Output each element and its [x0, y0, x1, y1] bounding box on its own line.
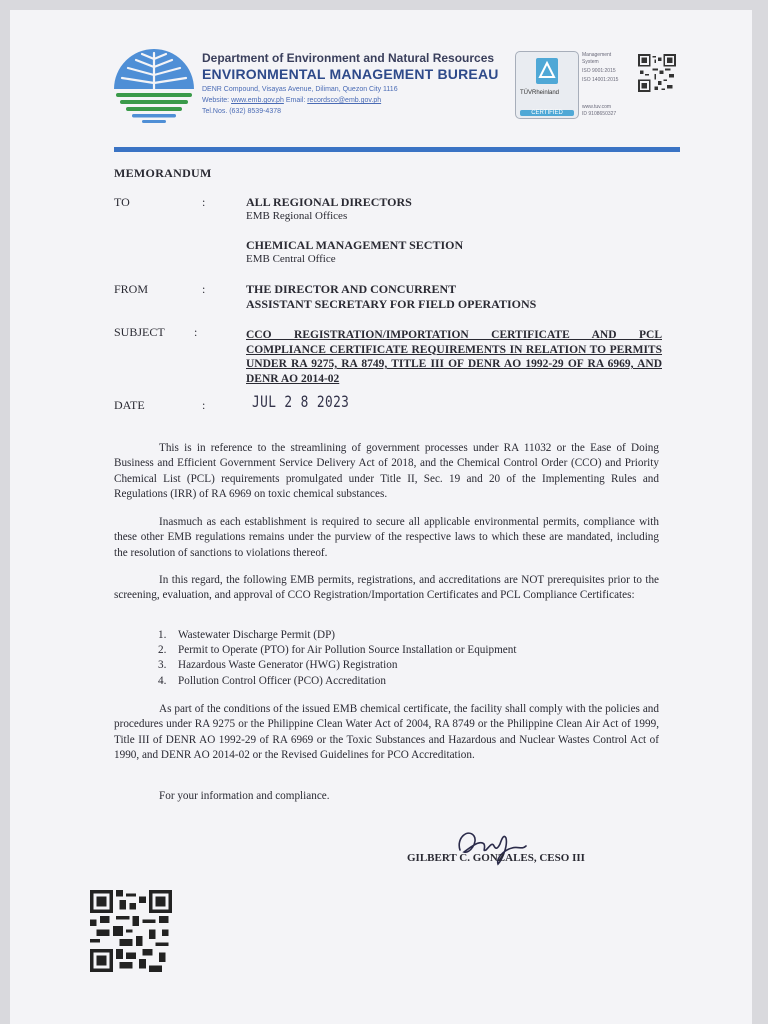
telephone-numbers: Tel.Nos. (632) 8539-4378 [202, 108, 281, 115]
from-line: THE DIRECTOR AND CONCURRENT [246, 282, 457, 296]
body-paragraph-4: As part of the conditions of the issued EMB chemical certificate, the facility shall comply with the policies and procedures under RA 9275 or the Philippine Clean Water Act of 2004, RA 8749 or the Philippine Clean Air Act of 1999, Title III of DENR AO 1992-29 of RA 6969 or the Toxic Substances and Hazardous and Nuclear Wastes Control Act of 1990, and DENR AO 2014-02 or the Revised Guidelines for PCO Accreditation. [114, 703, 659, 762]
bureau-name: ENVIRONMENTAL MANAGEMENT BUREAU [202, 66, 499, 82]
triangle-icon [536, 58, 558, 84]
website-label: Website: [202, 97, 230, 104]
cert-info-line: ID 9108650327 [582, 111, 617, 117]
qr-code-icon [90, 890, 172, 972]
website-link[interactable]: www.emb.gov.ph [231, 97, 284, 104]
to-recipient-office: EMB Regional Offices [246, 210, 348, 222]
memo-heading: MEMORANDUM [114, 166, 212, 180]
cert-info-line: Management [582, 52, 612, 58]
email-link[interactable]: recordsco@emb.gov.ph [307, 97, 382, 104]
list-item: 2. Permit to Operate (PTO) for Air Pollution Source Installation or Equipment [158, 644, 517, 657]
from-label: FROM [114, 282, 149, 296]
body-paragraph-3: In this regard, the following EMB permits, registrations, and accreditations are NOT prerequisites prior to the screening, evaluation, and approval of CCO Registration/Importation Certificates and PCL Compliance Certificates: [114, 574, 659, 602]
cert-info-line: ISO 9001:2015 [582, 68, 616, 74]
body-paragraph-2: Inasmuch as each establishment is required to secure all applicable environmental permits, compliance with these other EMB regulations remains under the purview of the respective laws to which these are mandated, including the resolution of sanctions to violations thereof. [114, 516, 659, 559]
department-name: Department of Environment and Natural Resources [202, 51, 495, 65]
list-item: 3. Hazardous Waste Generator (HWG) Registration [158, 659, 398, 672]
email-label: Email: [285, 97, 306, 104]
list-item: 1. Wastewater Discharge Permit (DP) [158, 629, 336, 641]
cert-info-line: System [582, 59, 599, 65]
subject-colon: : [194, 325, 198, 339]
date-label: DATE [114, 398, 145, 412]
contact-line [202, 97, 381, 104]
body-paragraph-1: This is in reference to the streamlining of government processes under RA 11032 or the Ease of Doing Business and Efficient Government Service Delivery Act of 2018, and the Chemical Control Order (CCO) and Priority Chemical List (PCL) requirements promulgated under Title II, Sec. 19 and 20 of the Implementing Rules and Regulations (IRR) of RA 6969 on toxic chemical substances. [114, 442, 659, 501]
subject-text: CCO REGISTRATION/IMPORTATION CERTIFICATE AND PCL COMPLIANCE CERTIFICATE REQUIREMENTS IN RELATION TO PERMITS UNDER RA 9275, RA 8749, TITLE III OF DENR AO 1992-29 OF RA 6969, AND DENR AO 2014-02 [246, 329, 662, 385]
to-recipient-name: ALL REGIONAL DIRECTORS [246, 195, 412, 209]
subject-label: SUBJECT [114, 325, 165, 339]
to-recipient-office: EMB Central Office [246, 253, 336, 265]
cert-info-line: www.tuv.com [582, 104, 612, 110]
date-stamp: JUL 2 8 2023 [252, 392, 350, 411]
header-divider [114, 147, 680, 152]
to-colon: : [202, 195, 206, 209]
bureau-address: DENR Compound, Visayas Avenue, Diliman, Quezon City 1116 [202, 86, 398, 93]
certified-label: CERTIFIED [520, 110, 574, 116]
tuv-certification-badge [515, 51, 579, 119]
qr-code-icon [638, 52, 676, 94]
from-colon: : [202, 282, 206, 296]
to-recipient-name: CHEMICAL MANAGEMENT SECTION [246, 238, 464, 252]
tuv-brand: TÜVRheinland [520, 90, 560, 96]
from-line: ASSISTANT SECRETARY FOR FIELD OPERATIONS [246, 297, 537, 311]
signatory-name: GILBERT C. GONZALES, CESO III [407, 852, 585, 864]
emb-logo-icon [112, 45, 196, 125]
cert-info-line: ISO 14001:2015 [582, 77, 619, 83]
to-label: TO [114, 195, 130, 209]
list-item: 4. Pollution Control Officer (PCO) Accreditation [158, 674, 386, 687]
date-colon: : [202, 398, 206, 412]
exemption-list [158, 628, 516, 689]
closing-line: For your information and compliance. [159, 790, 330, 802]
